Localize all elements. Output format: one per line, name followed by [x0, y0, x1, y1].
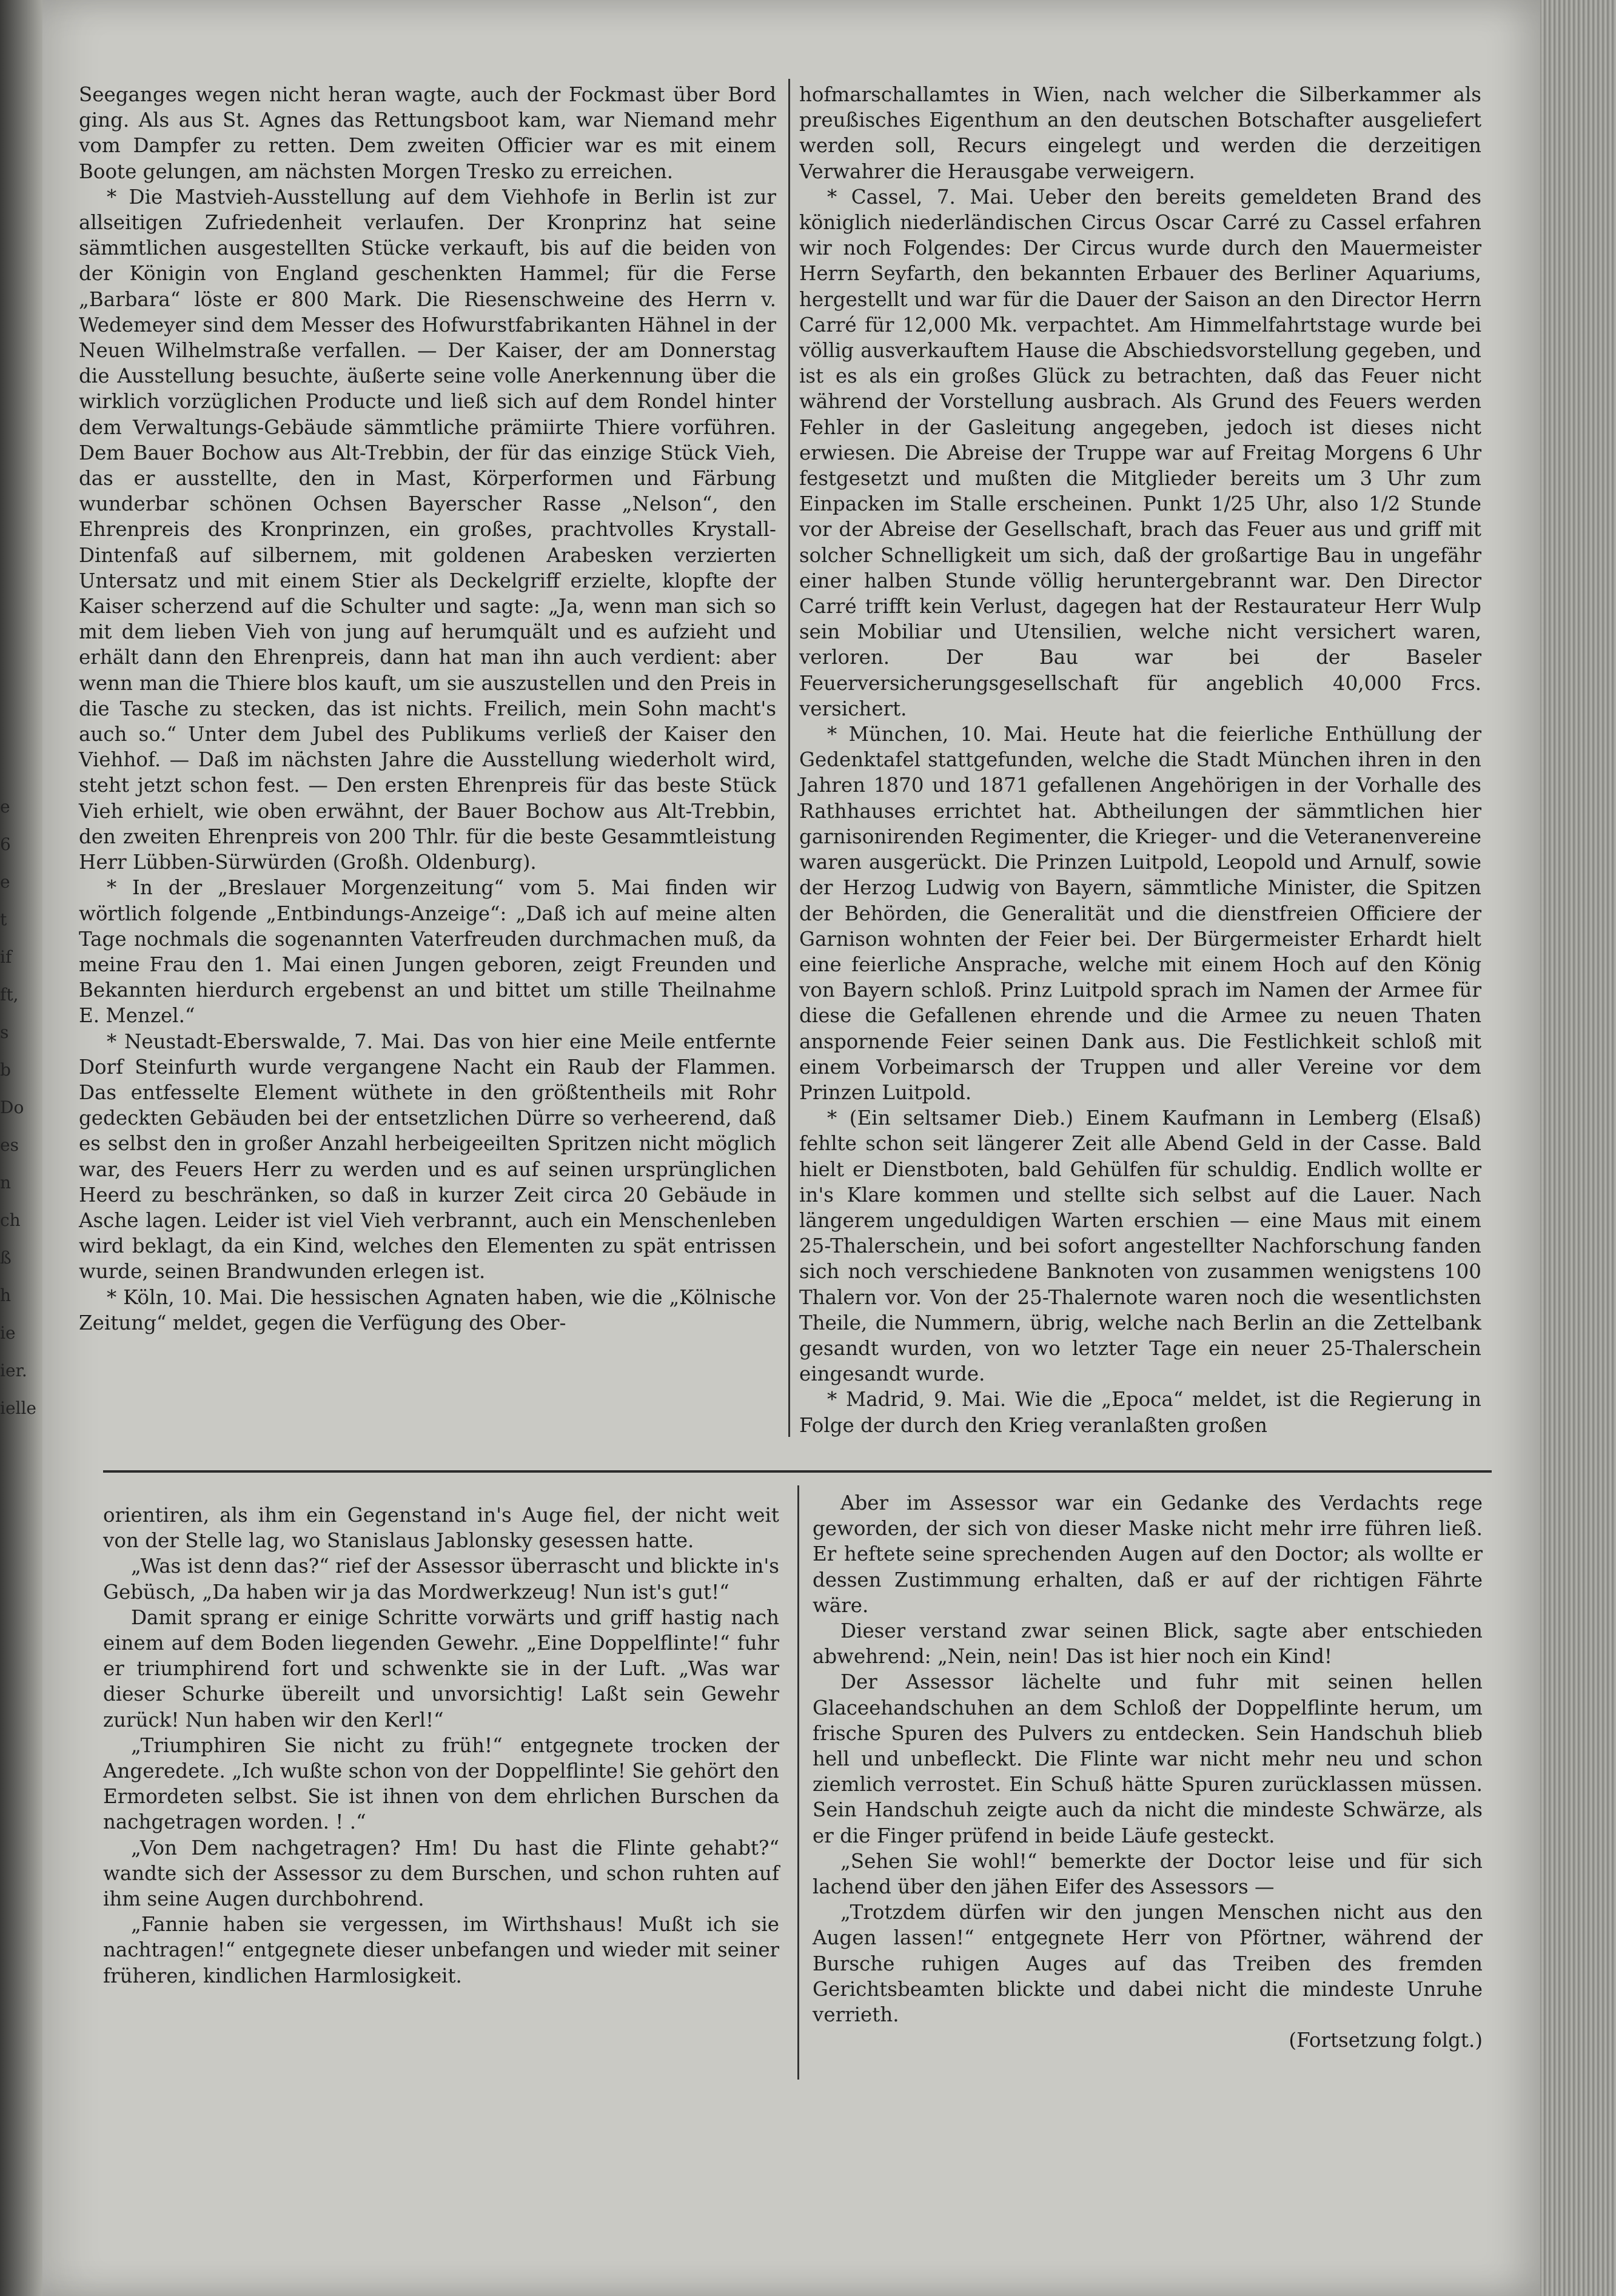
margin-fragment: ie: [0, 1323, 16, 1343]
scan-gutter-left: [0, 0, 42, 2296]
margin-fragment: 6: [0, 834, 11, 854]
margin-fragment: ch: [0, 1210, 21, 1230]
paragraph: * (Ein seltsamer Dieb.) Einem Kaufmann in Lemberg (Elsaß) fehlte schon seit längerer Zeit alle Abend Geld in der Casse. Bald hielt er Dienstboten, bald Gehülfen für schuldig. Endlich wollte er in's Klare kommen und stellte sich selbst auf die Lauer. Nach längerem ungeduldigen Warten erschien — eine Maus mit einem 25-Thalerschein, und bei sofort angestellter Nachforschung fanden sich noch verschiedene Banknoten von zusammen wenigstens 100 Thalern vor. Von der 25-Thalernote waren noch die wesentlichsten Theile, die Nummern, übrig, welche nach Berlin an die Zettelbank gesandt wurden, von wo letzter Tage ein neuer 25-Thalerschein eingesandt wurde.: [799, 1106, 1481, 1386]
paragraph: „Was ist denn das?“ rief der Assessor überrascht und blickte in's Gebüsch, „Da haben wir ja das Mordwerkzeug! Nun ist's gut!“: [103, 1555, 779, 1604]
paragraph: Seeganges wegen nicht heran wagte, auch der Fockmast über Bord ging. Als aus St. Agnes das Rettungsboot kam, war Niemand mehr vom Dampfer zu retten. Dem zweiten Officier war es mit einem Boote gelungen, am nächsten Morgen Tresko zu erreichen.: [79, 83, 776, 183]
paragraph: * Köln, 10. Mai. Die hessischen Agnaten haben, wie die „Kölnische Zeitung“ meldet, gegen die Verfügung des Ober-: [79, 1285, 776, 1334]
feuilleton-divider: [103, 1470, 1492, 1473]
paragraph: „Fannie haben sie vergessen, im Wirthshaus! Mußt ich sie nachtragen!“ entgegnete dieser unbefangen und wieder mit seiner früheren, kindlichen Harmlosigkeit.: [103, 1913, 779, 1987]
margin-fragment: if: [0, 947, 12, 967]
news-column-right: [799, 82, 1481, 1438]
paragraph: Aber im Assessor war ein Gedanke des Verdachts rege geworden, der sich von dieser Maske nicht mehr irre führen ließ. Er heftete seine sprechenden Augen auf den Doctor; als wollte er dessen Zustimmung erhalten, daß er auf der richtigen Fährte wäre.: [813, 1491, 1483, 1617]
paragraph: * Madrid, 9. Mai. Wie die „Epoca“ meldet, ist die Regierung in Folge der durch den Krieg veranlaßten großen: [799, 1388, 1481, 1437]
paragraph: „Sehen Sie wohl!“ bemerkte der Doctor leise und für sich lachend über den jähen Eifer des Assessors —: [813, 1849, 1483, 1899]
feuilleton-column-left: [103, 1502, 779, 1989]
column-divider-top: [788, 79, 790, 1437]
margin-fragment: h: [0, 1285, 12, 1305]
paragraph: * Cassel, 7. Mai. Ueber den bereits gemeldeten Brand des königlich niederländischen Circus Oscar Carré zu Cassel erfahren wir noch Folgendes: Der Circus wurde durch den Mauermeister Herrn Seyfarth, den bekannten Erbauer des Berliner Aquariums, hergestellt und war für die Dauer der Saison an den Director Herrn Carré für 12,000 Mk. verpachtet. Am Himmelfahrtstage wurde bei völlig ausverkauftem Hause die Abschiedsvorstellung gegeben, und ist es als ein großes Glück zu betrachten, daß das Feuer nicht während der Vorstellung ausbrach. Als Grund des Feuers werden Fehler in der Gasleitung angegeben, jedoch ist dieses nicht erwiesen. Die Abreise der Truppe war auf Freitag Morgens 6 Uhr festgesetzt und mußten die Mitglieder bereits um 3 Uhr zum Einpacken im Stalle erscheinen. Punkt 1/25 Uhr, also 1/2 Stunde vor der Abreise der Gesellschaft, brach das Feuer aus und griff mit solcher Schnelligkeit um sich, daß der großartige Bau in ungefähr einer halben Stunde völlig heruntergebrannt war. Den Director Carré trifft kein Verlust, dagegen hat der Restaurateur Herr Wulp sein Mobiliar und Utensilien, welche nicht versichert waren, verloren. Der Bau war bei der Baseler Feuerversicherungsgesellschaft für angeblich 40,000 Frcs. versichert.: [799, 185, 1481, 720]
margin-fragment: ier.: [0, 1361, 27, 1381]
paragraph: „Von Dem nachgetragen? Hm! Du hast die Flinte gehabt?“ wandte sich der Assessor zu dem Burschen, und schon ruhten auf ihm seine Augen durchbohrend.: [103, 1836, 779, 1911]
margin-fragment: b: [0, 1060, 11, 1080]
news-column-left: [79, 82, 776, 1336]
paragraph: Damit sprang er einige Schritte vorwärts und griff hastig nach einem auf dem Boden liegenden Gewehr. „Eine Doppelflinte!“ fuhr er triumphirend fort und schwenkte sie in der Luft. „Was war dieser Schurke übereilt und unvorsichtig! Laßt sein Gewehr zurück! Nun haben wir den Kerl!“: [103, 1605, 779, 1732]
paragraph: hofmarschallamtes in Wien, nach welcher die Silberkammer als preußisches Eigenthum an den deutschen Botschafter ausgeliefert werden soll, Recurs eingelegt und werden die derzeitigen Verwahrer die Herausgabe verweigern.: [799, 83, 1481, 183]
paragraph: „Trotzdem dürfen wir den jungen Menschen nicht aus den Augen lassen!“ entgegnete Herr von Pförtner, während der Bursche ruhigen Auges auf das Treiben des fremden Gerichtsbeamten blickte und dabei nicht die mindeste Unruhe verrieth.: [813, 1901, 1483, 2027]
scan-edge-right: [1540, 0, 1616, 2296]
paragraph: orientiren, als ihm ein Gegenstand in's Auge fiel, der nicht weit von der Stelle lag, wo Stanislaus Jablonsky gesessen hatte.: [103, 1504, 779, 1553]
margin-fragment: ß: [0, 1248, 12, 1268]
margin-fragment: e: [0, 797, 10, 817]
newspaper-page: [42, 0, 1540, 2296]
paragraph: * Neustadt-Eberswalde, 7. Mai. Das von hier eine Meile entfernte Dorf Steinfurth wurde vergangene Nacht ein Raub der Flammen. Das entfesselte Element wüthete in den größtentheils mit Rohr gedeckten Gebäuden bei der entsetzlichen Dürre so verheerend, daß es selbst den in großer Anzahl herbeigeeilten Spritzen nicht möglich war, des Feuers Herr zu werden und es auf seinen ursprünglichen Heerd zu beschränken, so daß in kurzer Zeit circa 20 Gebäude in Asche lagen. Leider ist viel Vieh verbrannt, auch ein Menschenleben wird beklagt, da ein Kind, welches den Elementen zu spät entrissen wurde, seinen Brandwunden erlegen ist.: [79, 1029, 776, 1284]
margin-fragment: es: [0, 1135, 19, 1155]
margin-fragment: n: [0, 1173, 12, 1193]
paragraph: * München, 10. Mai. Heute hat die feierliche Enthüllung der Gedenktafel stattgefunden, welche die Stadt München ihren in den Jahren 1870 und 1871 gefallenen Angehörigen in der Vorhalle des Rathhauses errichtet hat. Abtheilungen der sämmtlichen hier garnisonirenden Regimenter, die Krieger- und die Veteranenvereine waren ausgerückt. Die Prinzen Luitpold, Leopold und Arnulf, sowie der Herzog Ludwig von Bayern, sämmtliche Minister, die Spitzen der Behörden, die Generalität und die dienstfreien Officiere der Garnison wohnten der Feier bei. Der Bürgermeister Erhardt hielt eine feierliche Ansprache, welche mit einem Hoch auf den König von Bayern schloß. Prinz Luitpold sprach im Namen der Armee für diese die Gefallenen ehrende und die Armee zu neuen Thaten anspornende Feier seinen Dank aus. Die Festlichkeit schloß mit einem Vorbeimarsch der Truppen und aller Vereine vor dem Prinzen Luitpold.: [799, 723, 1481, 1104]
paragraph: „Triumphiren Sie nicht zu früh!“ entgegnete trocken der Angeredete. „Ich wußte schon von der Doppelflinte! Sie gehört den Ermordeten selbst. Sie ist ihnen von dem ehrlichen Burschen da nachgetragen worden. ! .“: [103, 1733, 779, 1834]
column-divider-bottom: [797, 1485, 799, 2080]
paragraph: * Die Mastvieh-Ausstellung auf dem Viehhofe in Berlin ist zur allseitigen Zufriedenheit verlaufen. Der Kronprinz hat seine sämmtlichen ausgestellten Stücke verkauft, bis auf die beiden von der Königin von England geschenkten Hammel; für die Ferse „Barbara“ löste er 800 Mark. Die Riesenschweine des Herrn v. Wedemeyer sind dem Messer des Hofwurstfabrikanten Hähnel in der Neuen Wilhelmstraße verfallen. — Der Kaiser, der am Donnerstag die Ausstellung besuchte, äußerte seine volle Anerkennung über die wirklich vorzüglichen Producte und ließ sich auf dem Rondel hinter dem Verwaltungs-Gebäude sämmtliche prämiirte Thiere vorführen. Dem Bauer Bochow aus Alt-Trebbin, der für das einzige Stück Vieh, das er ausstellte, den in Mast, Körperformen und Färbung wunderbar schönen Ochsen Bayerscher Rasse „Nelson“, den Ehrenpreis des Kronprinzen, ein großes, prachtvolles Krystall-Dintenfaß auf silbernem, mit goldenen Arabesken verzierten Untersatz und mit einem Stier als Deckelgriff erzielte, klopfte der Kaiser scherzend auf die Schulter und sagte: „Ja, wenn man sich so mit dem lieben Vieh von jung auf herumquält und es aufzieht und erhält dann den Ehrenpreis, dann hat man ihn auch verdient: aber wenn man die Thiere blos kauft, um sie auszustellen und den Preis in die Tasche zu stecken, das ist nichts. Freilich, mein Sohn macht's auch so.“ Unter dem Jubel des Publikums verließ der Kaiser den Viehhof. — Daß im nächsten Jahre die Ausstellung wiederholt wird, steht jetzt schon fest. — Den ersten Ehrenpreis für das beste Stück Vieh erhielt, wie oben erwähnt, der Bauer Bochow aus Alt-Trebbin, den zweiten Ehrenpreis von 200 Thlr. für die beste Gesammtleistung Herr Lübben-Sürwürden (Großh. Oldenburg).: [79, 185, 776, 874]
previous-page-fragments: [0, 788, 40, 2122]
margin-fragment: Do: [0, 1097, 24, 1117]
margin-fragment: t: [0, 909, 7, 929]
margin-fragment: e: [0, 872, 10, 892]
paragraph: (Fortsetzung folgt.): [1289, 2029, 1483, 2052]
margin-fragment: ielle: [0, 1398, 37, 1418]
paragraph: * In der „Breslauer Morgenzeitung“ vom 5. Mai finden wir wörtlich folgende „Entbindungs-Anzeige“: „Daß ich auf meine alten Tage nochmals die sogenannten Vaterfreuden durchmachen muß, da meine Frau den 1. Mai einen Jungen geboren, zeigt Freunden und Bekannten hierdurch ergebenst an und bittet um stille Theilnahme E. Menzel.“: [79, 876, 776, 1028]
feuilleton-column-right: [813, 1490, 1483, 2053]
margin-fragment: ft,: [0, 985, 19, 1005]
margin-fragment: s: [0, 1022, 9, 1042]
paragraph: Der Assessor lächelte und fuhr mit seinen hellen Glaceehandschuhen an dem Schloß der Doppelflinte herum, um frische Spuren des Pulvers zu entdecken. Sein Handschuh blieb hell und unbefleckt. Die Flinte war nicht mehr neu und schon ziemlich verrostet. Ein Schuß hätte Spuren zurücklassen müssen. Sein Handschuh zeigte auch da nicht die mindeste Schwärze, als er die Finger prüfend in beide Läufe gesteckt.: [813, 1670, 1483, 1847]
paragraph: Dieser verstand zwar seinen Blick, sagte aber entschieden abwehrend: „Nein, nein! Das ist hier noch ein Kind!: [813, 1619, 1483, 1668]
